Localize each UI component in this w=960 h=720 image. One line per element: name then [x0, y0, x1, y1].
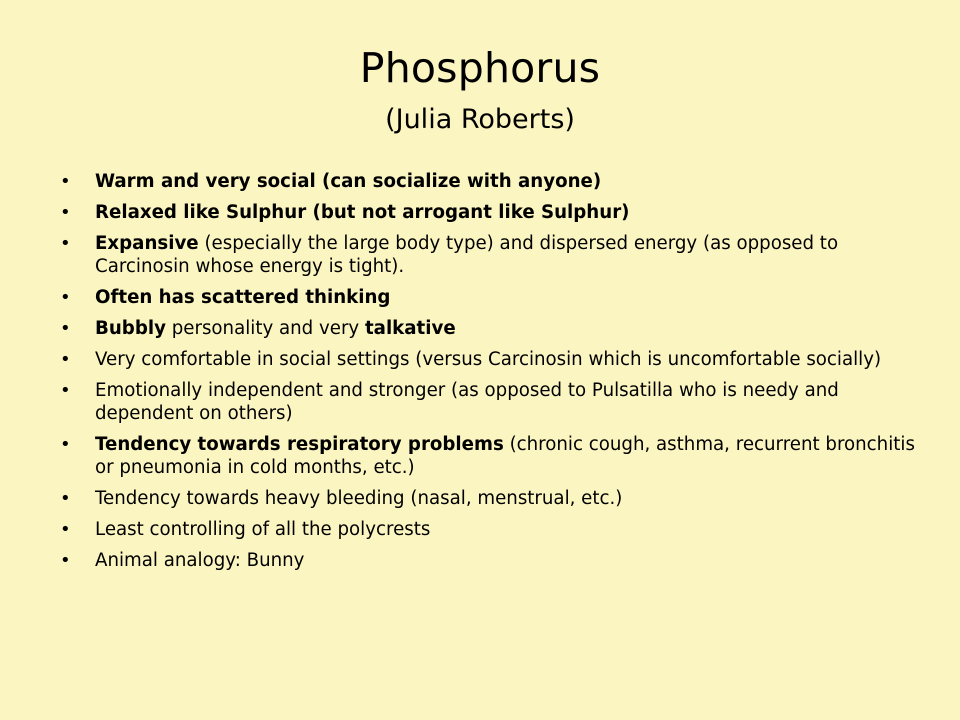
- bullet-icon: •: [60, 349, 71, 370]
- bullet-bold-text: Often has scattered thinking: [95, 287, 391, 308]
- bullet-text: (chronic cough, asthma, recurrent bronchitis or pneumonia in cold months, etc.): [95, 434, 915, 478]
- bullet-icon: •: [60, 488, 71, 509]
- bullet-icon: •: [60, 233, 71, 254]
- bullet-item: [60, 518, 920, 541]
- bullet-text: Very comfortable in social settings (versus Carcinosin which is uncomfortable socially): [95, 349, 882, 370]
- bullet-item: [60, 232, 920, 278]
- bullet-icon: •: [60, 318, 71, 339]
- slide-title: Phosphorus: [359, 44, 601, 92]
- bullet-text: personality and very: [165, 318, 365, 339]
- bullet-icon: •: [60, 202, 71, 223]
- bullet-text: Tendency towards heavy bleeding (nasal, menstrual, etc.): [95, 488, 623, 509]
- slide-subtitle: (Julia Roberts): [385, 104, 575, 135]
- bullet-bold-text: Relaxed like Sulphur (but not arrogant like Sulphur): [95, 202, 630, 223]
- bullet-icon: •: [60, 434, 71, 455]
- slide-title-block: [0, 42, 960, 140]
- bullet-text: Animal analogy: Bunny: [95, 550, 305, 571]
- bullet-item: [60, 201, 920, 224]
- bullet-text: (especially the large body type) and dispersed energy (as opposed to Carcinosin whose energy is tight).: [95, 233, 839, 277]
- bullet-item: [60, 549, 920, 572]
- bullet-icon: •: [60, 287, 71, 308]
- bullet-list: [60, 170, 920, 580]
- bullet-bold-text-2: talkative: [364, 318, 456, 339]
- bullet-text: Least controlling of all the polycrests: [95, 519, 431, 540]
- bullet-item: [60, 487, 920, 510]
- bullet-item: [60, 286, 920, 309]
- bullet-bold-text: Warm and very social (can socialize with anyone): [95, 171, 602, 192]
- bullet-item: [60, 170, 920, 193]
- bullet-icon: •: [60, 171, 71, 192]
- bullet-icon: •: [60, 380, 71, 401]
- bullet-bold-text: Bubbly: [95, 318, 166, 339]
- bullet-bold-text: Expansive: [95, 233, 199, 254]
- bullet-bold-text: Tendency towards respiratory problems: [95, 434, 504, 455]
- bullet-icon: •: [60, 550, 71, 571]
- bullet-item: [60, 433, 920, 479]
- bullet-item: [60, 348, 920, 371]
- bullet-icon: •: [60, 519, 71, 540]
- bullet-text: Emotionally independent and stronger (as opposed to Pulsatilla who is needy and dependent on others): [95, 380, 839, 424]
- bullet-item: [60, 379, 920, 425]
- bullet-item: [60, 317, 920, 340]
